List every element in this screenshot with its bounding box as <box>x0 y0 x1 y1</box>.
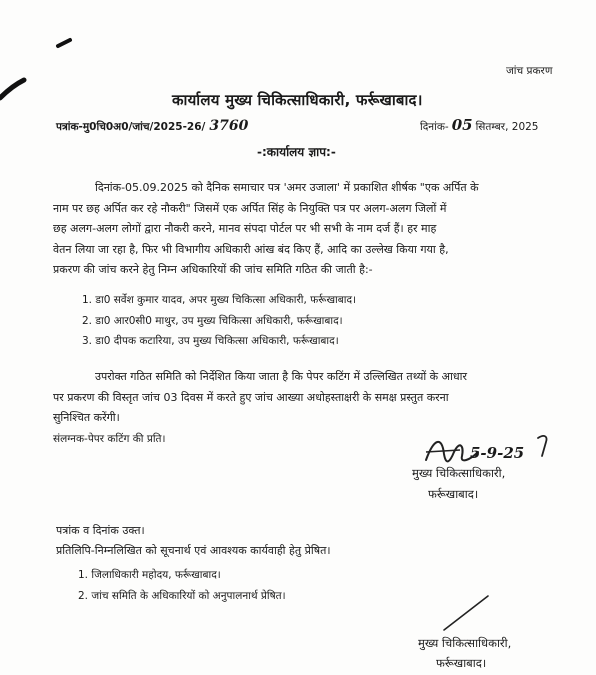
letter-number <box>56 118 248 134</box>
signatory-designation-2: मुख्य चिकित्साधिकारी, <box>418 636 512 650</box>
list-item: 1. जिलाधिकारी महोदय, फर्रूखाबाद। <box>78 569 221 581</box>
paragraph-line: पर प्रकरण की विस्तृत जांच 03 दिवस में करते हुए जांच आख्या अधोहस्ताक्षरी के समक्ष प्रस्तुत करना <box>53 390 449 404</box>
date-prefix: दिनांक- <box>420 121 449 133</box>
signature-date: 5-9-25 <box>470 444 525 462</box>
signatory-designation: मुख्य चिकित्साधिकारी, <box>412 466 506 480</box>
paragraph-line: प्रकरण की जांच करने हेतु निम्न अधिकारियों की जांच समिति गठित की जाती है:- <box>53 263 373 276</box>
paragraph-line: उपरोक्त गठित समिति को निर्देशित किया जाता है कि पेपर कटिंग में उल्लिखित तथ्यों के आधार <box>95 370 467 383</box>
paragraph-line: नाम पर छह अर्पित कर रहे नौकरी" जिसमें एक अर्पित सिंह के नियुक्ति पत्र पर अलग-अलग जिलों में <box>53 201 447 215</box>
signatory-place-2: फर्रूखाबाद। <box>436 656 487 670</box>
scan-mark-graphic <box>0 0 90 120</box>
enclosure-note: संलग्नक-पेपर कटिंग की प्रति। <box>53 433 166 445</box>
date-suffix: सितम्बर, 2025 <box>475 121 539 133</box>
letter-number-handwritten: 3760 <box>209 118 249 134</box>
letter-number-printed: पत्रांक-मु0चि0अ0/जांच/2025-26/ <box>56 121 206 133</box>
date-handwritten: 05 <box>451 116 473 134</box>
list-item: 1. डा0 सर्वेश कुमार यादव, अपर मुख्य चिकित्सा अधिकारी, फर्रूखाबाद। <box>82 294 357 306</box>
paragraph-line: सुनिश्चित करेंगी। <box>53 411 120 424</box>
committee-list <box>82 290 356 352</box>
list-item: 3. डा0 दीपक कटारिया, उप मुख्य चिकित्सा अधिकारी, फर्रूखाबाद। <box>82 335 339 347</box>
body-paragraph-2 <box>53 367 571 429</box>
paragraph-line: दिनांक-05.09.2025 को दैनिक समाचार पत्र 'अमर उजाला' में प्रकाशित शीर्षक "एक अर्पित के <box>95 181 479 194</box>
letter-date <box>420 116 538 134</box>
case-label: जांच प्रकरण <box>506 65 553 77</box>
signature-stroke-graphic <box>440 594 500 634</box>
signatory-place: फर्रूखाबाद। <box>428 487 479 501</box>
body-paragraph-1 <box>53 178 571 281</box>
reference-line: पत्रांक व दिनांक उक्त। <box>56 524 145 537</box>
list-item: 2. जांच समिति के अधिकारियों को अनुपालनार्थ प्रेषित। <box>78 590 286 602</box>
paragraph-line: छह अलग-अलग लोगों द्वारा नौकरी करने, मानव संपदा पोर्टल पर भी सभी के नाम दर्ज हैं। हर माह <box>53 222 437 235</box>
copy-list <box>78 565 286 607</box>
memo-title: -:कार्यालय ज्ञाप:- <box>257 145 336 159</box>
list-item: 2. डा0 आर0सी0 माथुर, उप मुख्य चिकित्सा अधिकारी, फर्रूखाबाद। <box>82 314 343 327</box>
copy-heading: प्रतिलिपि-निम्नलिखित को सूचनार्थ एवं आवश्यक कार्यवाही हेतु प्रेषित। <box>56 544 331 557</box>
paragraph-line: वेतन लिया जा रहा है, फिर भी विभागीय अधिकारी आंख बंद किए हैं, आदि का उल्लेख किया गया है, <box>53 242 449 256</box>
office-title: कार्यालय मुख्य चिकित्साधिकारी, फर्रूखाबाद। <box>172 91 423 109</box>
